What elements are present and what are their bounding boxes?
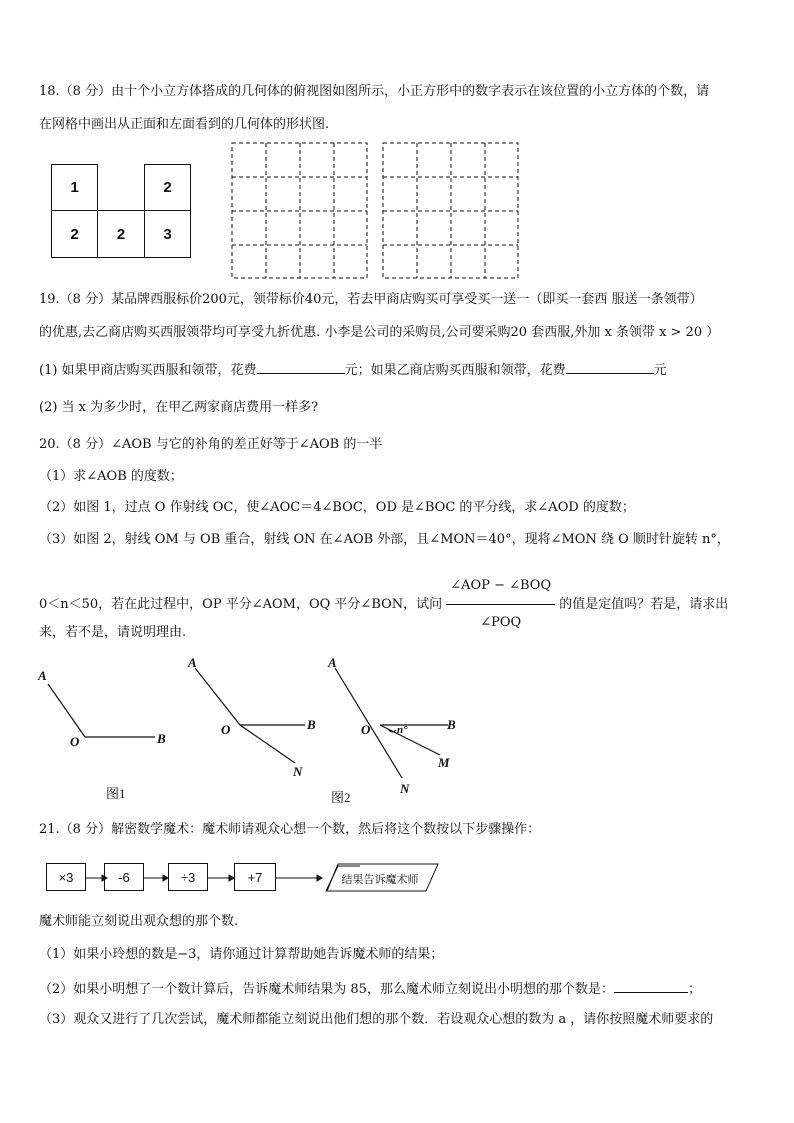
point-label-o: O [361, 722, 371, 737]
q21-part3: （3）观众又进行了几次尝试，魔术师都能立刻说出他们想的那个数．若设观众心想的数为 a ，请你按照魔术师要求的 [39, 1012, 714, 1027]
step-box: -6 [104, 863, 144, 891]
answer-blank[interactable] [566, 359, 654, 374]
q20-part3b-b: 的值是定值吗？若是，请求出 [559, 597, 729, 612]
result-parallelogram [326, 863, 440, 893]
q18-line2: 在网格中画出从正面和左面看到的几何体的形状图. [39, 117, 330, 132]
point-label-b: B [447, 717, 456, 732]
q20-part3: （3）如图 2，射线 OM 与 OB 重合，射线 ON 在∠AOB 外部，且∠MON＝40°，现将∠MON 绕 O 顺时针旋转 n°， [39, 532, 730, 547]
q21-part2 [39, 978, 701, 999]
q19-part1-b: 元；如果乙商店购买西服和领带，花费 [344, 363, 566, 378]
q21-part2-end: ； [687, 982, 701, 997]
q20-part3b-a: 0＜n＜50，若在此过程中，OP 平分∠AOM，OQ 平分∠BON，试问 [39, 597, 443, 612]
step-box: ×3 [46, 863, 86, 891]
step-box: +7 [234, 863, 276, 891]
point-label-o: O [221, 722, 231, 737]
grid-cell: 2 [144, 164, 191, 211]
q19-part2: (2) 当 x 为多少时，在甲乙两家商店费用一样多? [39, 400, 319, 415]
point-label-n: N [400, 781, 410, 796]
angle-figures [30, 650, 490, 810]
grid-cell: 2 [51, 210, 98, 258]
fraction-denominator: ∠POQ [480, 615, 522, 630]
step-box: ÷3 [168, 863, 208, 891]
q20-part3c: 来，若不是，请说明理由. [39, 625, 187, 640]
point-label-a: A [38, 668, 47, 683]
result-box: 结果告诉魔术师 [341, 874, 419, 886]
point-label-b: B [307, 717, 316, 732]
figure-1-label: 图1 [106, 786, 126, 801]
q21-line1: 21.（8 分）解密数学魔术：魔术师请观众心想一个数，然后将这个数按以下步骤操作： [39, 822, 541, 837]
q20-part1: （1）求∠AOB 的度数； [39, 469, 183, 484]
q19-line2: 的优惠,去乙商店购买西服领带均可享受九折优惠. 小李是公司的采购员,公司要采购20 套西服,外加 x 条领带 x > 20 ） [39, 325, 720, 340]
q21-line2: 魔术师能立刻说出观众想的那个数. [39, 914, 239, 929]
q19-part1-a: (1) 如果甲商店购买西服和领带，花费 [39, 363, 257, 378]
answer-blank[interactable] [257, 359, 345, 374]
point-label-m: M [438, 755, 450, 770]
grid-cell: 2 [97, 210, 145, 258]
angle-label-n: n° [397, 724, 408, 736]
answer-blank[interactable] [614, 978, 688, 993]
q19-line1: 19.（8 分）某品牌西服标价200元，领带标价40元，若去甲商店购买可享受买一送一（即买一套西 服送一条领带） [39, 292, 703, 307]
q21-part1: （1）如果小玲想的数是−3，请你通过计算帮助她告诉魔术师的结果； [39, 947, 444, 962]
point-label-n: N [293, 764, 303, 779]
q19-part1-c: 元 [653, 363, 667, 378]
point-label-o: O [70, 734, 80, 749]
q20-line1: 20.（8 分）∠AOB 与它的补角的差正好等于∠AOB 的一半 [39, 437, 383, 452]
flow-arrows [80, 865, 360, 895]
ratio-fraction [446, 568, 555, 641]
q20-part2: （2）如图 1，过点 O 作射线 OC，使∠AOC＝4∠BOC，OD 是∠BOC 的平分线，求∠AOD 的度数； [39, 500, 635, 515]
q19-part1 [39, 359, 667, 380]
point-label-b: B [157, 731, 166, 746]
point-label-a: A [328, 655, 337, 670]
figure-2-label: 图2 [331, 790, 351, 805]
grid-cell: 1 [51, 164, 98, 211]
q21-part2-text: （2）如果小明想了一个数计算后，告诉魔术师结果为 85，那么魔术师立刻说出小明想的那个数是： [39, 982, 614, 997]
drawing-grids [228, 140, 528, 280]
q18-line1: 18.（8 分）由十个小立方体搭成的几何体的俯视图如图所示，小正方形中的数字表示在该位置的小立方体的个数，请 [39, 84, 710, 99]
point-label-a: A [188, 655, 197, 670]
fraction-numerator: ∠AOP − ∠BOQ [446, 568, 555, 605]
grid-cell: 3 [144, 210, 191, 258]
